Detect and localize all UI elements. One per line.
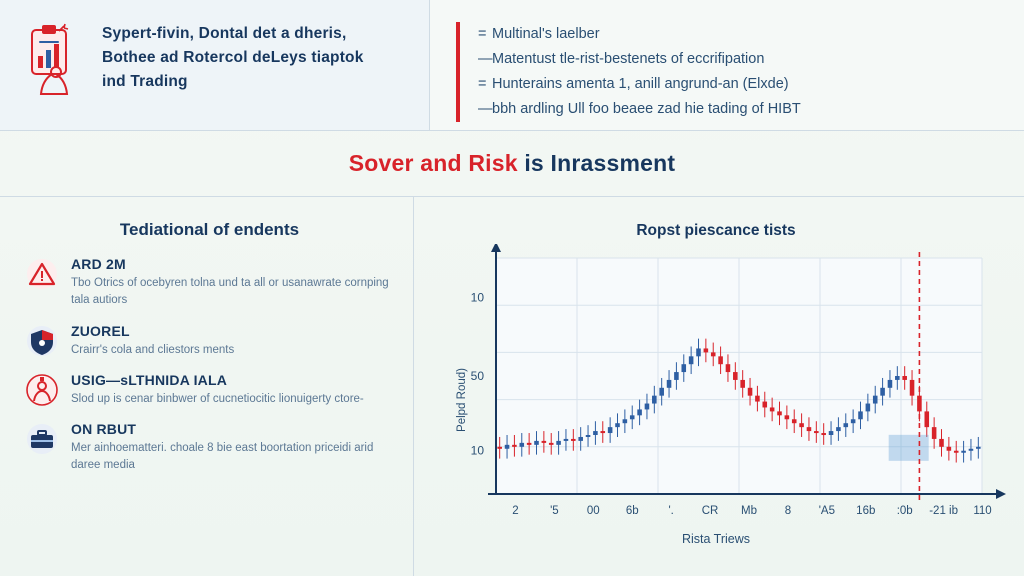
header-title-line-1: Sypert-fivin, Dontal det a dheris, (102, 25, 347, 42)
chart-title: Ropst piescance tists (636, 222, 796, 239)
header-left (0, 0, 430, 130)
price-chart[interactable] (424, 244, 1008, 544)
list-item[interactable] (26, 256, 393, 310)
header-right (430, 0, 1024, 130)
main-content (0, 196, 1024, 576)
svg-text:'A5: 'A5 (818, 505, 835, 517)
list-item-desc: Tbo Otrics of ocebyren tolna und ta all or usanawrate cornping tala autiors (71, 277, 389, 307)
svg-text:50: 50 (470, 369, 484, 383)
list-item-text (71, 372, 393, 408)
svg-text:10: 10 (470, 290, 484, 305)
list-item-title: ARD 2M (71, 256, 126, 272)
briefcase-icon (26, 423, 58, 455)
bullet-text: Hunterains amenta 1, anill angrund-an (Elxde) (492, 75, 789, 92)
list-item[interactable] (26, 421, 393, 475)
headline-part-1: Sover and Risk (348, 149, 518, 176)
headline-part-2: Inrassment (550, 149, 676, 176)
risk-list-panel (0, 196, 414, 576)
bullet-marker: = (478, 26, 487, 42)
chart-panel (414, 196, 1024, 576)
clipboard-chart-icon (26, 22, 86, 92)
svg-text:-21 ib: -21 ib (929, 505, 959, 517)
svg-text:6b: 6b (625, 505, 639, 517)
list-item-text (71, 256, 393, 310)
list-item[interactable] (26, 372, 393, 408)
person-alert-icon (26, 374, 58, 406)
list-item-desc: Mer ainhoematteri. choale 8 bie east boortation priceidi arid daree media (71, 442, 374, 472)
svg-text:110: 110 (973, 505, 992, 517)
headline-band (0, 130, 1024, 197)
bullet-marker: = (478, 75, 487, 92)
bullet-marker: — (478, 50, 493, 67)
svg-text:8: 8 (784, 505, 792, 517)
page-title (349, 150, 675, 177)
svg-text:00: 00 (586, 505, 600, 517)
svg-text:2: 2 (512, 505, 519, 517)
svg-text:CR: CR (701, 505, 719, 517)
risk-list-heading: Tediational of endents (119, 220, 300, 239)
list-item-text (71, 323, 393, 359)
bullet-marker: — (478, 100, 493, 117)
list-item-desc: Slod up is cenar binbwer of cucnetiocitic lionuigerty ctore- (71, 392, 364, 405)
header-title (102, 22, 364, 130)
bullet-text: bbh ardling Ull foo beaee zad hie tading of HIBT (492, 100, 801, 117)
list-item[interactable] (26, 323, 393, 359)
svg-text:'5: '5 (550, 505, 559, 517)
chart-y-axis-label: Pelpd Roud) (456, 368, 468, 432)
svg-text:Mb: Mb (741, 505, 757, 517)
bullet-text: Matentust tle-rist-bestenets of eccrifipation (492, 50, 765, 67)
list-item-text (71, 421, 393, 475)
header-title-line-2: Bothee ad Rotercol deLeys tiaptok (102, 49, 364, 67)
chart-area (424, 244, 1008, 544)
list-item-title: ON RBUT (71, 421, 137, 437)
shield-lock-icon (26, 325, 58, 357)
svg-text:16b: 16b (856, 505, 876, 517)
list-item (478, 97, 1004, 122)
headline-accent-word: is (524, 149, 544, 176)
list-item (478, 22, 1004, 47)
list-item-title: ZUOREL (71, 322, 130, 339)
header-band (0, 0, 1024, 131)
list-item (478, 72, 1004, 97)
list-item-desc: Crairr's cola and cliestors ments (71, 343, 235, 356)
svg-text::0b: :0b (896, 505, 913, 517)
header-bullet-list (456, 22, 1004, 122)
svg-text:10: 10 (470, 443, 484, 458)
header-title-line-3: ind Trading (102, 73, 188, 91)
bullet-text: Multinal's laelber (492, 26, 600, 42)
list-item-title: USIG—sLTHNIDA IALA (71, 371, 228, 388)
svg-text:'.: '. (668, 505, 674, 517)
list-item (478, 47, 1004, 72)
chart-x-axis-label: Rista Triews (681, 532, 751, 546)
warning-triangle-icon (26, 258, 58, 290)
